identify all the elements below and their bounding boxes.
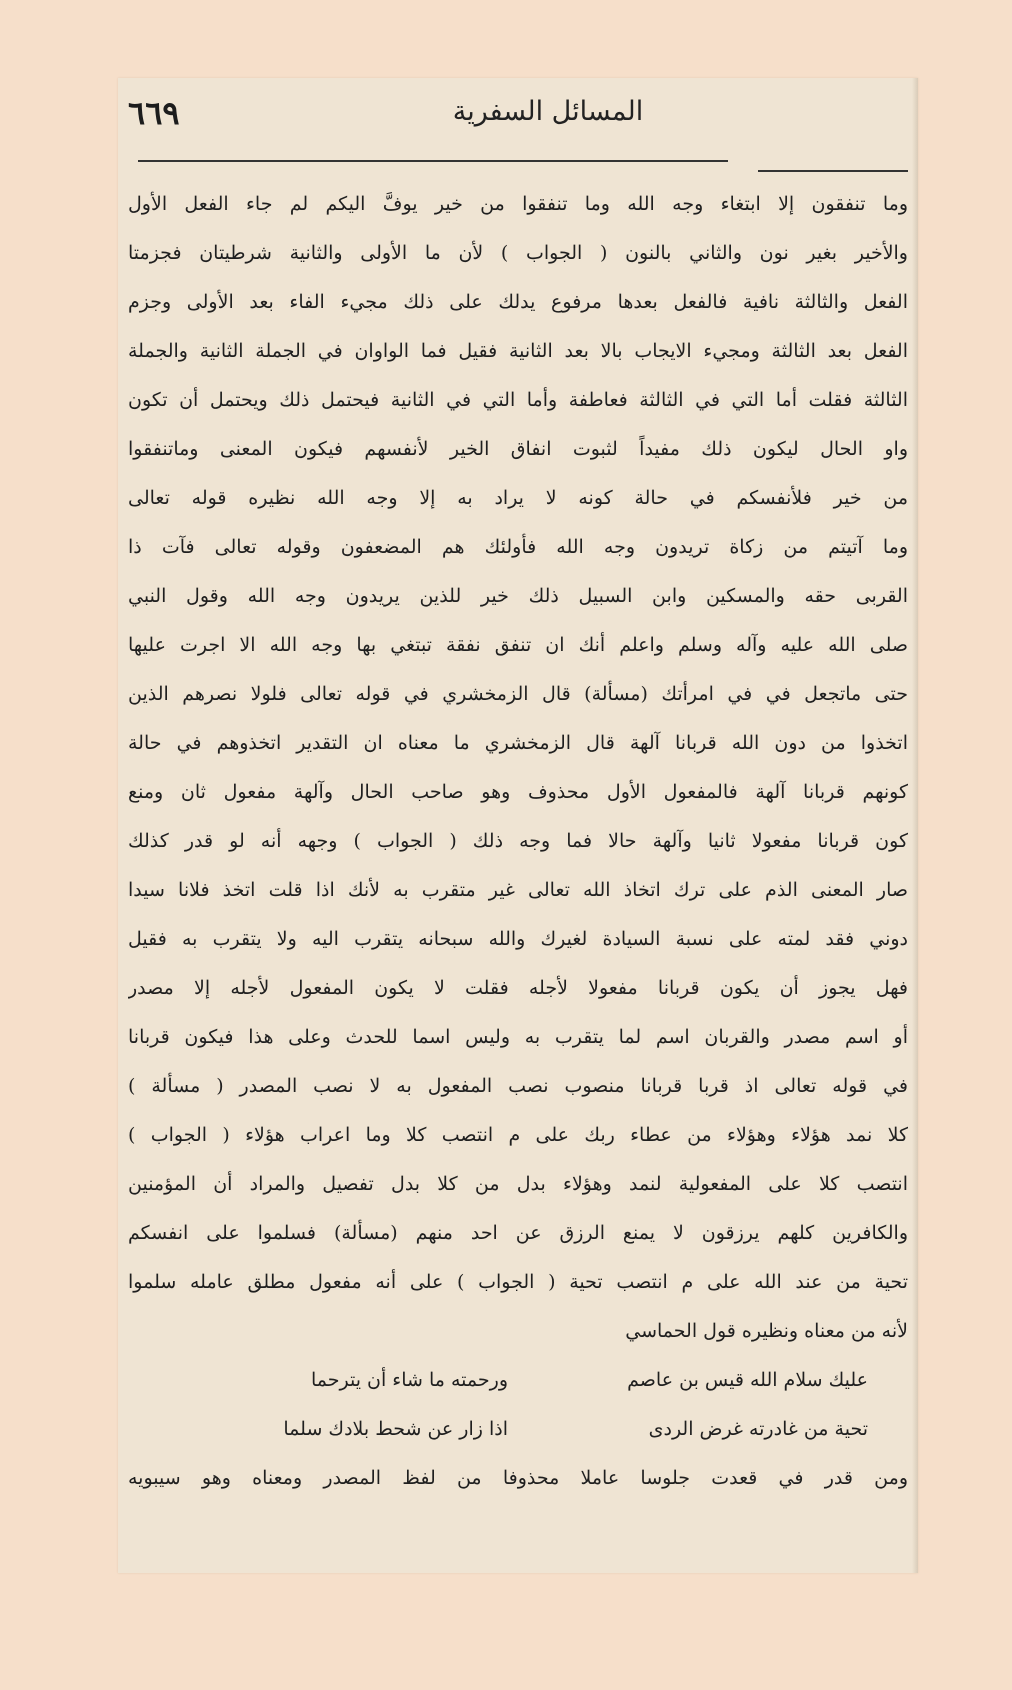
text-line: فهل يجوز أن يكون قربانا مفعولا لأجله فقلت لا يكون المفعول لأجله إلا مصدر — [128, 977, 908, 999]
text-line: الفعل بعد الثالثة ومجيء الايجاب بالا بعد الثانية فقيل فما الواوان في الجملة الثانية والجملة — [128, 340, 908, 362]
text-line: ومن قدر في قعدت جلوسا عاملا محذوفا من لفظ المصدر ومعناه وهو سيبويه — [128, 1467, 908, 1489]
text-line: حتى ماتجعل في في امرأتك (مسألة) قال الزمخشري في قوله تعالى فلولا نصرهم الذين — [128, 683, 908, 705]
text-line: الثالثة فقلت أما التي في الثالثة فعاطفة وأما التي في الثانية فيحتمل ذلك ويحتمل أن تكون — [128, 389, 908, 411]
text-line: من خير فلأنفسكم في حالة كونه لا يراد به إلا وجه الله نظيره قوله تعالى — [128, 487, 908, 509]
book-page — [118, 78, 918, 1573]
text-line: صلى الله عليه وآله وسلم واعلم أنك ان تنفق نفقة تبتغي بها وجه الله الا اجرت عليها — [128, 634, 908, 656]
text-line: واو الحال ليكون ذلك مفيداً لثبوت انفاق الخير لأنفسهم فيكون المعنى وماتنفقوا — [128, 438, 908, 460]
header-rule-short — [758, 170, 908, 172]
page-number: ٦٦٩ — [128, 94, 180, 132]
text-line: الفعل والثالثة نافية فالفعل بعدها مرفوع يدلك على ذلك مجيء الفاء بعد الأولى وجزم — [128, 291, 908, 313]
text-line: أو اسم مصدر والقربان اسم لما يتقرب به وليس اسما للحدث وعلى هذا فيكون قربانا — [128, 1026, 908, 1048]
text-line: وما تنفقون إلا ابتغاء وجه الله وما تنفقوا من خير يوفَّ اليكم لم جاء الفعل الأول — [128, 193, 908, 215]
short-text-line: لأنه من معناه ونظيره قول الحماسي — [625, 1320, 908, 1342]
verse-first-hemistich: عليك سلام الله قيس بن عاصم — [627, 1369, 868, 1391]
running-title: المسائل السفرية — [452, 96, 644, 127]
text-line: انتصب كلا على المفعولية لنمد وهؤلاء بدل من كلا بدل تفصيل والمراد أن المؤمنين — [128, 1173, 908, 1195]
text-line: كونهم قربانا آلهة فالمفعول الأول محذوف وهو صاحب الحال وآلهة مفعول ثان ومنع — [128, 781, 908, 803]
text-line: صار المعنى الذم على ترك اتخاذ الله تعالى غير متقرب به لأنك اذا قلت اتخذ فلانا سيدا — [128, 879, 908, 901]
text-line: والأخير بغير نون والثاني بالنون ( الجواب ) لأن ما الأولى والثانية شرطيتان فجزمتا — [128, 242, 908, 264]
text-line: والكافرين كلهم يرزقون لا يمنع الرزق عن احد منهم (مسألة) فسلموا على انفسكم — [128, 1222, 908, 1244]
text-line: كلا نمد هؤلاء وهؤلاء من عطاء ربك على م انتصب كلا وما اعراب هؤلاء ( الجواب ) — [128, 1124, 908, 1146]
body-text — [128, 180, 908, 1503]
text-line: في قوله تعالى اذ قربا قربانا منصوب نصب المفعول به لا نصب المصدر ( مسألة ) — [128, 1075, 908, 1097]
text-line: القربى حقه والمسكين وابن السبيل ذلك خير للذين يريدون وجه الله وقول النبي — [128, 585, 908, 607]
text-line: تحية من عند الله على م انتصب تحية ( الجواب ) على أنه مفعول مطلق عامله سلموا — [128, 1271, 908, 1293]
text-line: دوني فقد لمته على نسبة السيادة لغيرك والله سبحانه يتقرب اليه ولا يتقرب به فقيل — [128, 928, 908, 950]
verse-line — [128, 1356, 908, 1405]
verse-first-hemistich: تحية من غادرته غرض الردى — [648, 1418, 868, 1440]
text-line: اتخذوا من دون الله قربانا آلهة قال الزمخشري ما معناه ان التقدير اتخذوهم في حالة — [128, 732, 908, 754]
short-line-row — [128, 1307, 908, 1356]
verse-second-hemistich: اذا زار عن شحط بلادك سلما — [283, 1418, 508, 1440]
header-rule-long — [138, 160, 728, 162]
text-line: كون قربانا مفعولا ثانيا وآلهة حالا فما وجه ذلك ( الجواب ) وجهه أنه لو قدر كذلك — [128, 830, 908, 852]
text-line: وما آتيتم من زكاة تريدون وجه الله فأولئك هم المضعفون وقوله تعالى فآت ذا — [128, 536, 908, 558]
verse-line — [128, 1405, 908, 1454]
verse-second-hemistich: ورحمته ما شاء أن يترحما — [310, 1369, 508, 1391]
page-header — [118, 90, 918, 140]
page-edge-shadow — [912, 78, 918, 1573]
